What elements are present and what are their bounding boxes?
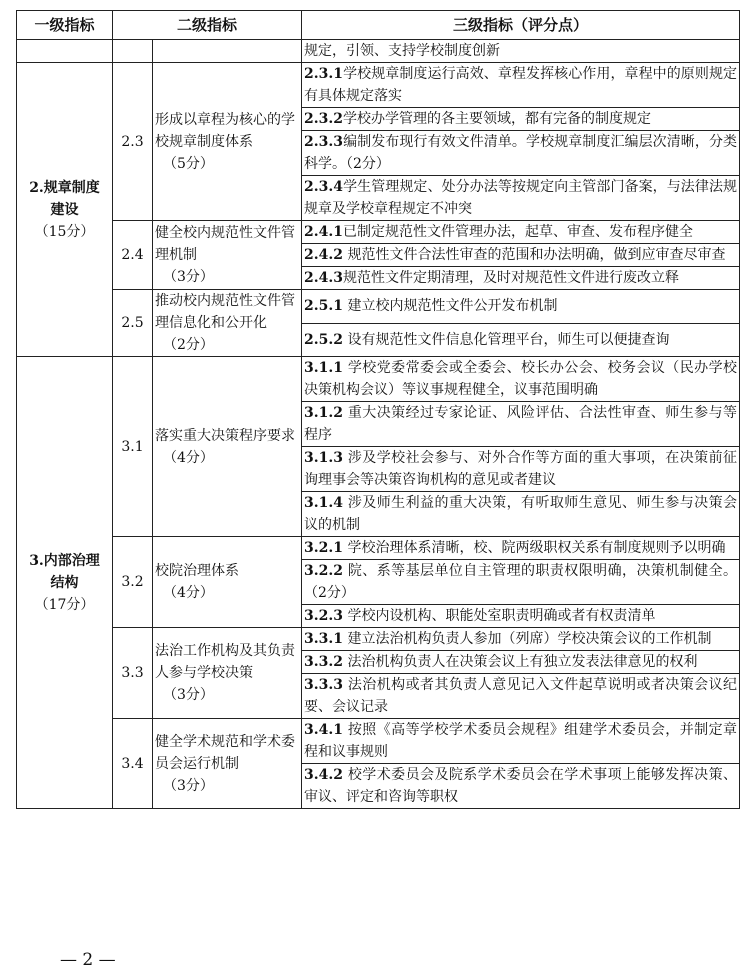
item-text: 建立校内规范性文件公开发布机制 (343, 298, 558, 315)
level3-item (302, 357, 740, 402)
item-code: 3.3.3 (304, 677, 343, 693)
level2-cell (153, 357, 302, 537)
table-row (17, 719, 740, 764)
level2-cell (153, 221, 302, 290)
item-text: 规范性文件定期清理，及时对规范性文件进行废改立释 (343, 270, 679, 286)
level2-name: 健全学术规范和学术委员会运行机制 (155, 733, 295, 772)
table-row (17, 357, 740, 402)
continued-item: 规定，引领、支持学校制度创新 (302, 40, 740, 63)
item-text: 设有规范性文件信息化管理平台，师生可以便捷查询 (343, 331, 670, 348)
item-text: 法治机构负责人在决策会议上有独立发表法律意见的权利 (343, 654, 698, 670)
level1-name-line2: 结构 (50, 574, 79, 591)
item-code: 2.3.1 (304, 66, 343, 82)
level3-item (302, 537, 740, 560)
level2-name: 健全校内规范性文件管理机制 (155, 225, 295, 263)
header-level3: 三级指标（评分点） (302, 11, 740, 40)
level1-name-line1: 2.规章制度 (29, 179, 100, 196)
level3-item (302, 674, 740, 719)
table-row (17, 628, 740, 651)
item-text: 已制定规范性文件管理办法，起草、审查、发布程序健全 (343, 224, 693, 240)
level3-item (302, 651, 740, 674)
item-text: 学校党委常委会或全委会、校长办公会、校务会议（民办学校决策机构会议）等议事规程健全，议事范围明确 (304, 360, 738, 398)
item-code: 3.1.2 (304, 405, 343, 421)
item-text: 涉及学校社会参与、对外合作等方面的重大事项，在决策前征询理事会等决策咨询机构的意见或者建议 (304, 450, 738, 488)
empty-cell (153, 40, 302, 63)
header-level1: 一级指标 (17, 11, 113, 40)
level2-name: 法治工作机构及其负责人参与学校决策 (155, 643, 295, 681)
level2-cell (153, 719, 302, 809)
item-code: 3.2.1 (304, 540, 343, 556)
item-code: 2.3.2 (304, 111, 343, 127)
level2-number: 2.4 (113, 221, 153, 290)
level2-cell (153, 290, 302, 357)
level3-item (302, 447, 740, 492)
level2-score: （3分） (163, 269, 214, 285)
item-code: 2.3.3 (304, 134, 343, 150)
item-code: 2.4.2 (304, 247, 343, 263)
level3-item (302, 492, 740, 537)
level2-cell (153, 63, 302, 221)
level2-score: （4分） (163, 449, 214, 466)
level3-item (302, 108, 740, 131)
item-code: 3.1.4 (304, 495, 343, 511)
level1-name-line2: 建设 (50, 201, 79, 218)
item-code: 3.1.3 (304, 450, 343, 466)
item-code: 2.5.1 (304, 298, 343, 315)
item-code: 3.3.2 (304, 654, 343, 670)
item-text: 院、系等基层单位自主管理的职责权限明确，决策机制健全。（2分） (304, 563, 738, 601)
level2-cell (153, 628, 302, 719)
item-text: 学校治理体系清晰，校、院两级职权关系有制度规则予以明确 (343, 540, 726, 556)
level3-item (302, 719, 740, 764)
level2-cell (153, 537, 302, 628)
item-text: 编制发布现行有效文件清单。学校规章制度汇编层次清晰，分类科学。（2分） (304, 134, 738, 172)
level1-score: （17分） (34, 596, 95, 613)
level3-item (302, 323, 740, 357)
item-text: 涉及师生利益的重大决策，有听取师生意见、师生参与决策会议的机制 (304, 495, 738, 533)
item-code: 2.5.2 (304, 331, 343, 348)
level2-number: 3.4 (113, 719, 153, 809)
item-text: 校学术委员会及院系学术委员会在学术事项上能够发挥决策、审议、评定和咨询等职权 (304, 767, 738, 805)
level3-item (302, 244, 740, 267)
level2-score: （3分） (163, 777, 214, 794)
item-text: 按照《高等学校学术委员会规程》组建学术委员会，并制定章程和议事规则 (304, 722, 738, 760)
item-code: 3.4.2 (304, 767, 343, 783)
table-row (17, 290, 740, 324)
table-row (17, 221, 740, 244)
level2-name: 落实重大决策程序要求 (155, 427, 295, 444)
level1-cell (17, 357, 113, 809)
level3-item (302, 176, 740, 221)
level2-number: 3.2 (113, 537, 153, 628)
level3-item (302, 764, 740, 809)
table-row (17, 63, 740, 108)
header-level2: 二级指标 (113, 11, 302, 40)
item-code: 3.1.1 (304, 360, 343, 376)
item-text: 重大决策经过专家论证、风险评估、合法性审查、师生参与等程序 (304, 405, 738, 443)
page-number: — 2 — (60, 950, 116, 970)
level3-item (302, 63, 740, 108)
level2-number: 2.5 (113, 290, 153, 357)
empty-cell (17, 40, 113, 63)
item-code: 2.4.3 (304, 270, 343, 286)
item-text: 建立法治机构负责人参加（列席）学校决策会议的工作机制 (343, 631, 712, 647)
level2-score: （4分） (163, 585, 214, 601)
item-text: 规范性文件合法性审查的范围和办法明确，做到应审查尽审查 (343, 247, 726, 263)
level2-number: 3.3 (113, 628, 153, 719)
level2-name: 校院治理体系 (155, 563, 239, 579)
level3-item (302, 605, 740, 628)
level3-item (302, 267, 740, 290)
item-code: 3.2.2 (304, 563, 343, 579)
level3-item (302, 560, 740, 605)
level2-score: （3分） (163, 687, 214, 703)
level3-item (302, 628, 740, 651)
item-code: 2.4.1 (304, 224, 343, 240)
level3-item (302, 131, 740, 176)
item-text: 学校规章制度运行高效、章程发挥核心作用，章程中的原则规定有具体规定落实 (304, 66, 738, 104)
level1-name-line1: 3.内部治理 (29, 552, 100, 569)
item-text: 学生管理规定、处分办法等按规定向主管部门备案，与法律法规规章及学校章程规定不冲突 (304, 179, 738, 217)
item-code: 3.2.3 (304, 608, 343, 624)
level2-number: 2.3 (113, 63, 153, 221)
level2-score: （2分） (163, 337, 214, 353)
item-text: 学校内设机构、职能处室职责明确或者有权责清单 (343, 608, 656, 624)
table-header-row (17, 11, 740, 40)
table-row (17, 537, 740, 560)
item-code: 2.3.4 (304, 179, 343, 195)
level1-cell (17, 63, 113, 357)
level2-name: 形成以章程为核心的学校规章制度体系 (155, 111, 295, 150)
level2-number: 3.1 (113, 357, 153, 537)
item-code: 3.3.1 (304, 631, 343, 647)
level1-score: （15分） (34, 223, 95, 240)
empty-cell (113, 40, 153, 63)
level2-name: 推动校内规范性文件管理信息化和公开化 (155, 293, 295, 331)
level2-score: （5分） (163, 155, 214, 172)
level3-item (302, 402, 740, 447)
level3-item (302, 290, 740, 324)
item-text: 学校办学管理的各主要领域，都有完备的制度规定 (343, 111, 651, 127)
item-text: 法治机构或者其负责人意见记入文件起草说明或者决策会议纪要、会议记录 (304, 677, 738, 715)
indicator-table (16, 10, 740, 809)
continued-row (17, 40, 740, 63)
item-code: 3.4.1 (304, 722, 343, 738)
level3-item (302, 221, 740, 244)
